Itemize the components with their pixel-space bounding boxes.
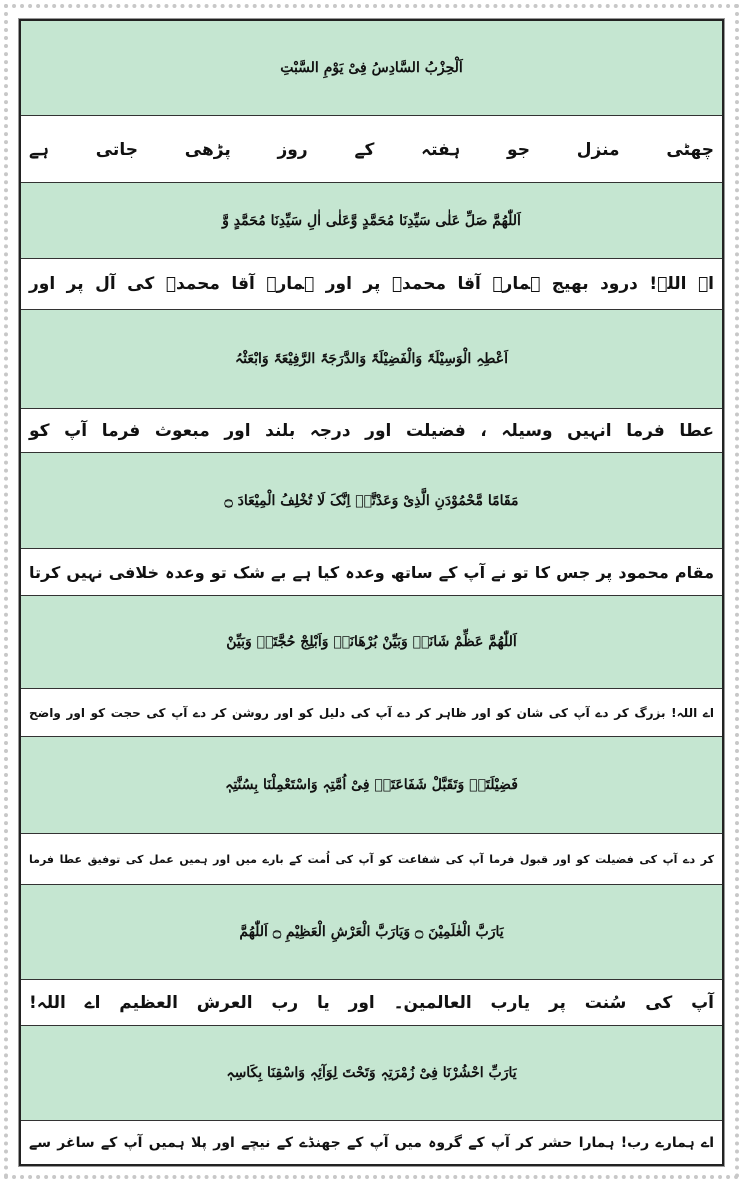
page-title: اَلْحِزْبُ السَّادِسُ فِیْ یَوْمِ السَّبْتِ bbox=[21, 21, 722, 116]
prayer-page bbox=[19, 19, 724, 1166]
arabic-line-1: اَللّٰھُمَّ صَلِّ عَلٰی سَیِّدِنَا مُحَمَّدٍ وَّعَلٰی اٰلِ سَیِّدِنَا مُحَمَّدٍ وَّ bbox=[21, 182, 722, 259]
urdu-translation-2: عطا فرما انہیں وسیلہ ، فضیلت اور درجہ بلند اور مبعوث فرما آپ کو bbox=[21, 409, 722, 452]
urdu-translation-3: مقام محمود پر جس کا تو نے آپ کے ساتھ وعدہ کیا ہے بے شک تو وعدہ خلافی نہیں کرتا bbox=[21, 549, 722, 595]
urdu-translation-4: اے اللہ! بزرگ کر دے آپ کی شان کو اور ظاہر کر دے آپ کی دلیل کو اور روشن کر دے آپ کی حجت کو اور واضح bbox=[21, 689, 722, 736]
urdu-translation-6: آپ کی سُنت پر یارب العالمین۔ اور یا رب العرش العظیم اے اللہ! bbox=[21, 980, 722, 1025]
arabic-line-2: اَعْطِہِ الْوَسِیْلَۃَ وَالْفَضِیْلَۃَ وَالدَّرَجَۃَ الرَّفِیْعَۃَ وَابْعَثْہُ bbox=[21, 309, 722, 409]
arabic-line-6: یَارَبَّ الْعٰلَمِیْنَ ۝ وَیَارَبَّ الْعَرْشِ الْعَظِیْمِ ۝ اَللّٰھُمَّ bbox=[21, 884, 722, 980]
urdu-translation-5: کر دے آپ کی فضیلت کو اور قبول فرما آپ کی شفاعت کو آپ کی اُمت کے بارے میں اور ہمیں عمل کی توفیق عطا فرما bbox=[21, 834, 722, 884]
page-subtitle: چھٹی منزل جو ہفتہ کے روز پڑھی جاتی ہے bbox=[21, 116, 722, 182]
urdu-translation-1: اے اللہ! درود بھیج ہمارے آقا محمدؐ پر اور ہمارے آقا محمدؐ کی آل پر اور bbox=[21, 259, 722, 309]
arabic-line-7: یَارَبِّ احْشُرْنَا فِیْ زُمْرَتِہٖ وَتَحْتَ لِوَآئِہٖ وَاسْقِنَا بِکَاسِہٖ bbox=[21, 1025, 722, 1121]
arabic-line-3: مَقَامًا مَّحْمُوْدَنِ الَّذِیْ وَعَدْتَّہٗ اِنَّکَ لَا تُخْلِفُ الْمِیْعَادَ ۝ bbox=[21, 452, 722, 549]
arabic-line-4: اَللّٰھُمَّ عَظِّمْ شَانَہٗ وَبَیِّنْ بُرْھَانَہٗ وَاَبْلِجْ حُجَّتَہٗ وَبَیِّنْ bbox=[21, 595, 722, 689]
urdu-translation-7: اے ہمارے رب! ہمارا حشر کر آپ کے گروہ میں آپ کے جھنڈے کے نیچے اور پلا ہمیں آپ کے ساغر سے bbox=[21, 1121, 722, 1164]
arabic-line-5: فَضِیْلَتَہٗ وَتَقَبَّلْ شَفَاعَتَہٗ فِیْ اُمَّتِہٖ وَاسْتَعْمِلْنَا بِسُنَّتِہٖ bbox=[21, 736, 722, 834]
